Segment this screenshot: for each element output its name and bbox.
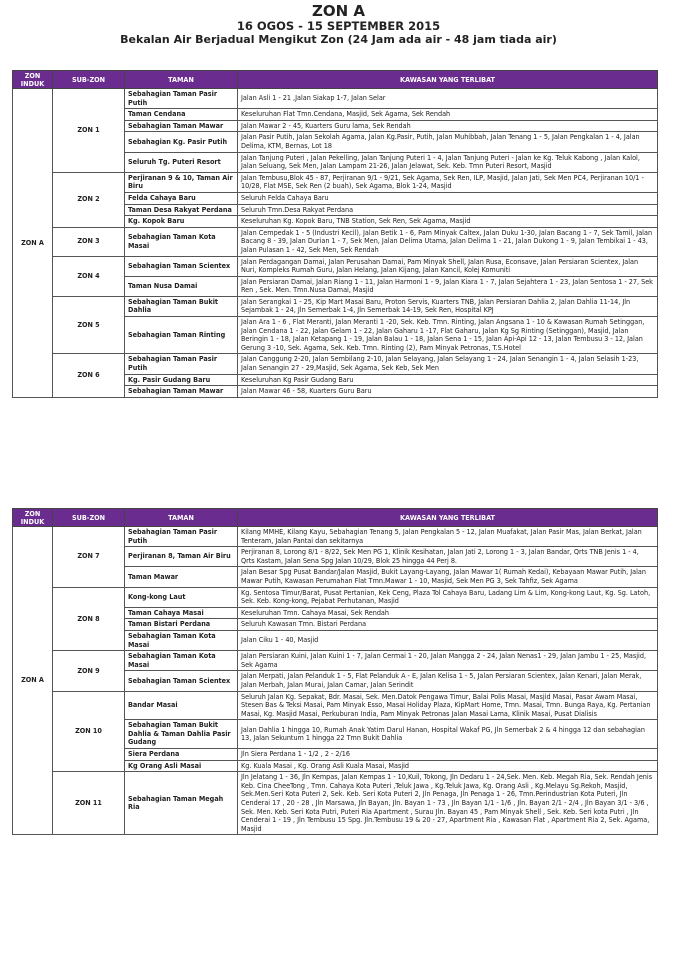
col-kawasan: KAWASAN YANG TERLIBAT [238, 71, 658, 89]
taman-cell: Taman Desa Rakyat Perdana [125, 204, 238, 216]
table-body [13, 89, 658, 398]
kawasan-cell: Jalan Mawar 2 - 45, Kuarters Guru lama, Sek Rendah [238, 120, 658, 132]
kawasan-cell: Jalan Asli 1 - 21 ,Jalan Siakap 1-7, Jalan Selar [238, 89, 658, 109]
sub-zon-cell: ZON 4 [53, 256, 125, 296]
table-row [13, 691, 658, 720]
zon-induk-cell: ZON A [13, 89, 53, 398]
taman-cell: Kong-kong Laut [125, 587, 238, 607]
sub-zon-cell: ZON 11 [53, 772, 125, 835]
taman-cell: Bandar Masai [125, 691, 238, 720]
table-row [13, 296, 658, 316]
kawasan-cell: Kg. Kuala Masai , Kg. Orang Asli Kuala Masai, Masjid [238, 760, 658, 772]
col-sub-zon: SUB-ZON [53, 71, 125, 89]
taman-cell: Sebahagian Taman Rinting [125, 317, 238, 354]
taman-cell: Seluruh Tg. Puteri Resort [125, 152, 238, 172]
header-row [13, 71, 658, 89]
kawasan-cell: Keseluruhan Tmn. Cahaya Masai, Sek Rendah [238, 607, 658, 619]
sub-zon-cell: ZON 2 [53, 172, 125, 227]
kawasan-cell: Seluruh Felda Cahaya Baru [238, 192, 658, 204]
kawasan-cell: Jln Siera Perdana 1 - 1/2 , 2 - 2/16 [238, 749, 658, 761]
taman-cell: Sebahagian Taman Pasir Putih [125, 89, 238, 109]
taman-cell: Perjiranan 8, Taman Air Biru [125, 547, 238, 567]
sub-zon-cell: ZON 8 [53, 587, 125, 651]
taman-cell: Taman Bistari Perdana [125, 619, 238, 631]
sub-zon-cell: ZON 7 [53, 527, 125, 588]
sub-zon-cell: ZON 9 [53, 651, 125, 691]
taman-cell: Sebahagian Taman Pasir Putih [125, 354, 238, 374]
date-range: 16 OGOS - 15 SEPTEMBER 2015 [236, 19, 441, 33]
taman-cell: Perjiranan 9 & 10, Taman Air Biru [125, 172, 238, 192]
table-row [13, 651, 658, 671]
page-subtitle: Bekalan Air Berjadual Mengikut Zon (24 Jam ada air - 48 jam tiada air) [120, 33, 557, 46]
taman-cell: Taman Nusa Damai [125, 276, 238, 296]
sub-zon-cell: ZON 1 [53, 89, 125, 173]
kawasan-cell: Jalan Serangkai 1 - 25, Kip Mart Masai Baru, Proton Servis, Kuarters TNB, Jalan Persiaran Dahlia 2, Jalan Dahlia 11-14, Jln Sejambak 1 - 24, Jln Semerbak 1-4, Jln Semerbak 14-19, Sek Ren, Hospital KPJ [238, 296, 658, 316]
taman-cell: Felda Cahaya Baru [125, 192, 238, 204]
taman-cell: Sebahagian Taman Bukit Dahlia [125, 296, 238, 316]
table-header [13, 509, 658, 527]
taman-cell: Sebahagian Taman Kota Masai [125, 630, 238, 650]
col-taman: TAMAN [125, 509, 238, 527]
table-row [13, 89, 658, 109]
taman-cell: Taman Mawar [125, 567, 238, 587]
kawasan-cell: Jalan Persiaran Kuini, Jalan Kuini 1 - 7, Jalan Cermai 1 - 20, Jalan Mangga 2 - 24, Jalan Nenas1 - 29, Jalan Jambu 1 - 25, Masjid, Sek Agama [238, 651, 658, 671]
taman-cell: Sebahagian Taman Scientex [125, 671, 238, 691]
taman-cell: Taman Cahaya Masai [125, 607, 238, 619]
kawasan-cell: Keseluruhan Kg. Kopok Baru, TNB Station, Sek Ren, Sek Agama, Masjid [238, 216, 658, 228]
kawasan-cell: Jalan Merpati, Jalan Pelanduk 1 - 5, Flat Pelanduk A - E, Jalan Kelisa 1 - 5, Jalan Persiaran Scientex, Jalan Kenari, Jalan Merak, Jalan Merbah, Jalan Murai, Jalan Camar, Jalan Serindit [238, 671, 658, 691]
col-kawasan: KAWASAN YANG TERLIBAT [238, 509, 658, 527]
taman-cell: Kg Orang Asli Masai [125, 760, 238, 772]
taman-cell: Sebahagian Taman Scientex [125, 256, 238, 276]
kawasan-cell: Perjiranan 8, Lorong 8/1 - 8/22, Sek Men PG 1, Klinik Kesihatan, Jalan Jati 2, Lorong 1 - 3, Jalan Bandar, Qrts TNB Jenis 1 - 4, Qrts Kastam, Jalan Sena Spg Jalan 10/29, Blok 25 hingga 44 Perj 8. [238, 547, 658, 567]
kawasan-cell: Seluruh Jalan Kg. Sepakat, Bdr. Masai, Sek. Men.Datok Pengawa Timur, Balai Polis Masai, Masjid Masai, Pasar Awam Masai, Stesen Bas & Teksi Masai, Pam Minyak Esso, Masai Holiday Plaza, KipMart Home, Tmn. Masai, Tmn. Bunga Raya, Kg. Pertanian Masai, Kg. Masjid Masai, Perkuburan India, Pam Minyak Petronas Jalan Masai Lama, Klinik Masai, Pusat Dialisis [238, 691, 658, 720]
kawasan-cell: Keseluruhan Flat Tmn.Cendana, Masjid, Sek Agama, Sek Rendah [238, 109, 658, 121]
zone-table-1 [12, 70, 658, 398]
kawasan-cell: Seluruh Kawasan Tmn. Bistari Perdana [238, 619, 658, 631]
table-row [13, 172, 658, 192]
sub-zon-cell: ZON 3 [53, 227, 125, 256]
kawasan-cell: Jalan Ciku 1 - 40, Masjid [238, 630, 658, 650]
kawasan-cell: Jalan Perdagangan Damai, Jalan Perusahan Damai, Pam Minyak Shell, Jalan Rusa, Econsave, Jalan Persiaran Scientex, Jalan Nuri, Kompleks Rumah Guru, Jalan Helang, Jalan Kijang, Jalan Kancil, Kolej Komuniti [238, 256, 658, 276]
table-row [13, 354, 658, 374]
taman-cell: Kg. Pasir Gudang Baru [125, 374, 238, 386]
kawasan-cell: Kilang MMHE, Kilang Kayu, Sebahagian Tenang 5, Jalan Pengkalan 5 - 12, Jalan Muafakat, Jalan Pasir Mas, Jalan Berkat, Jalan Tenteram, Jalan Pantai dan sekitarnya [238, 527, 658, 547]
zon-induk-cell: ZON A [13, 527, 53, 835]
page-header [0, 0, 677, 46]
taman-cell: Taman Cendana [125, 109, 238, 121]
col-zon-induk: ZON INDUK [13, 509, 53, 527]
taman-cell: Sebahagian Taman Bukit Dahlia & Taman Dahlia Pasir Gudang [125, 720, 238, 749]
taman-cell: Sebahagian Taman Pasir Putih [125, 527, 238, 547]
taman-cell: Sebahagian Taman Mawar [125, 120, 238, 132]
sub-zon-cell: ZON 6 [53, 354, 125, 397]
kawasan-cell: Kg. Sentosa Timur/Barat, Pusat Pertanian, Kek Ceng, Plaza Tol Cahaya Baru, Ladang Lim & Lim, Kong-kong Laut, Kg. Sg. Latoh, Sek. Keb. Kong-kong, Pejabat Perhutanan, Masjid [238, 587, 658, 607]
table-header [13, 71, 658, 89]
taman-cell: Kg. Kopok Baru [125, 216, 238, 228]
sub-zon-cell: ZON 10 [53, 691, 125, 772]
col-taman: TAMAN [125, 71, 238, 89]
col-zon-induk: ZON INDUK [13, 71, 53, 89]
kawasan-cell: Seluruh Tmn.Desa Rakyat Perdana [238, 204, 658, 216]
table-row [13, 227, 658, 256]
sub-zon-cell: ZON 5 [53, 296, 125, 354]
page-title: ZON A [311, 2, 365, 20]
kawasan-cell: Jalan Canggung 2-20, Jalan Sembilang 2-10, Jalan Selayang, Jalan Selayang 1 - 24, Jalan Senangin 1 - 4, Jalan Selasih 1-23, Jalan Senangin 27 - 29,Masjid, Sek Agama, Sek Keb, Sek Men [238, 354, 658, 374]
header-row [13, 509, 658, 527]
kawasan-cell: Jalan Tanjung Puteri , Jalan Pekelling, Jalan Tanjung Puteri 1 - 4, Jalan Tanjung Puteri - Jalan ke Kg. Teluk Kabong , Jalan Kalol, Jalan Seluang, Sek Men, Jalan Lampam 21-26, Jalan Jelawat, Sek. Keb. Tmn Puteri Resort, Masjid [238, 152, 658, 172]
kawasan-cell: Jalan Persiaran Damai, Jalan Riang 1 - 11, Jalan Harmoni 1 - 9, Jalan Kiara 1 - 7, Jalan Sejahtera 1 - 23, Jalan Sentosa 1 - 27, Sek Ren , Sek. Men. Tmn.Nusa Damai, Masjid [238, 276, 658, 296]
kawasan-cell: Jalan Mawar 46 - 58, Kuarters Guru Baru [238, 386, 658, 398]
col-sub-zon: SUB-ZON [53, 509, 125, 527]
zone-table-2 [12, 508, 658, 835]
taman-cell: Sebahagian Taman Megah Ria [125, 772, 238, 835]
table-body [13, 527, 658, 835]
table-row [13, 587, 658, 607]
taman-cell: Sebahagian Taman Mawar [125, 386, 238, 398]
table-row [13, 256, 658, 276]
table-row [13, 772, 658, 835]
taman-cell: Sebahagian Taman Kota Masai [125, 651, 238, 671]
taman-cell: Sebahagian Taman Kota Masai [125, 227, 238, 256]
table-row [13, 527, 658, 547]
kawasan-cell: Jalan Cempedak 1 - 5 (Industri Kecil), Jalan Betik 1 - 6, Pam Minyak Caltex, Jalan Duku 1-30, Jalan Bacang 1 - 7, Sek Tamil, Jalan Bacang 8 - 39, Jalan Durian 1 - 7, Sek Men, Jalan Delima Utama, Jalan Delima 1 - 21, Jalan Dukong 1 - 9, Jalan Tembikai 1 - 43, Jalan Pulasan 1 - 42, Sek Men, Sek Rendah [238, 227, 658, 256]
kawasan-cell: Jalan Tembusu,Blok 45 - 87, Perjiranan 9/1 - 9/21, Sek Agama, Sek Ren, ILP, Masjid, Jalan Jati, Sek Men PC4, Perjiranan 10/1 - 10/28, Flat MSE, Sek Ren (2 buah), Sek Agama, Blok 1-24, Masjid [238, 172, 658, 192]
kawasan-cell: Jalan Dahlia 1 hingga 10, Rumah Anak Yatim Darul Hanan, Hospital Wakaf PG, Jln Semerbak 2 & 4 hingga 12 dan sebahagian 13, Jalan Sekuntum 1 hingga 22 Tmn Bukit Dahlia [238, 720, 658, 749]
kawasan-cell: Jln Jelatang 1 - 36, Jln Kempas, Jalan Kempas 1 - 10,Kuil, Tokong, Jln Dedaru 1 - 24,Sek. Men. Keb. Megah Ria, Sek. Rendah Jenis Keb. Cina CheeTong , Tmn. Cahaya Kota Puteri ,Teluk Jawa , Kg.Teluk Jawa, Kg. Orang Asli , Kg.Melayu Sg.Rekoh, Masjid, Sek.Men.Seri Kota Puteri 2, Sek. Keb. Seri Kota Puteri 2, Jln Penaga, Jln Penaga 1 - 26, Tmn.Perindustrian Kota Puteri, Jln Cenderai 17 , 20 - 28 , Jln Marsawa, Jln Bayan, Jln. Bayan 1 - 73 , Jln Bayan 1/1 - 1/6 , Jln. Bayan 2/1 - 2/4 , Jln Bayan 3/1 - 3/6 , Sek. Men. Keb. Seri Kota Putri, Puteri Ria Apartment , Surau Jln. Bayan 45 , Pam Minyak Shell , Sek. Keb. Seri kota Putri , Jln Cenderai 1 - 19 , Jln Tembusu 15 Spg. Jln.Tembusu 19 & 20 - 27, Apartment Ria , Kawasan Flat , Apartment Ria 2, Sek. Agama, Masjid [238, 772, 658, 835]
kawasan-cell: Keseluruhan Kg Pasir Gudang Baru [238, 374, 658, 386]
kawasan-cell: Jalan Ara 1 - 6 , Flat Meranti, Jalan Meranti 1 -20, Sek. Keb. Tmn. Rinting, Jalan Angsana 1 - 10 & Kawasan Rumah Setinggan, Jalan Cendana 1 - 22, Jalan Gelam 1 - 22, Jalan Gaharu 1 -17, Flat Gaharu, Jalan Kg Sg Rinting (Setinggan), Masjid, Jalan Beringin 1 - 18, Jalan Ketapang 1 - 19, Jalan Balau 1 - 18, Jalan Sena 1 - 15, Jalan Api-Api 12 - 13, Jalan Tembusu 3 - 12, Jalan Gerung 3 -10, Sek. Agama, Sek. Keb. Tmn. Rinting (2), Pam Minyak Petronas, T.S.Hotel [238, 317, 658, 354]
taman-cell: Siera Perdana [125, 749, 238, 761]
kawasan-cell: Jalan Besar Spg Pusat Bandar/Jalan Masjid, Bukit Layang-Layang, Jalan Mawar 1( Rumah Kedai), Kebayaan Mawar Putih, Jalan Mawar Putih, Kawasan Perumahan Flat Tmn.Mawar 1 - 10, Masjid, Sek Men PG 3, Sek Tahfiz, Sek Agama [238, 567, 658, 587]
taman-cell: Sebahagian Kg. Pasir Putih [125, 132, 238, 152]
kawasan-cell: Jalan Pasir Putih, Jalan Sekolah Agama, Jalan Kg.Pasir, Putih, Jalan Muhibbah, Jalan Tenang 1 - 5, Jalan Pengkalan 1 - 4, Jalan Delima, KTM, Bernas, Lot 18 [238, 132, 658, 152]
